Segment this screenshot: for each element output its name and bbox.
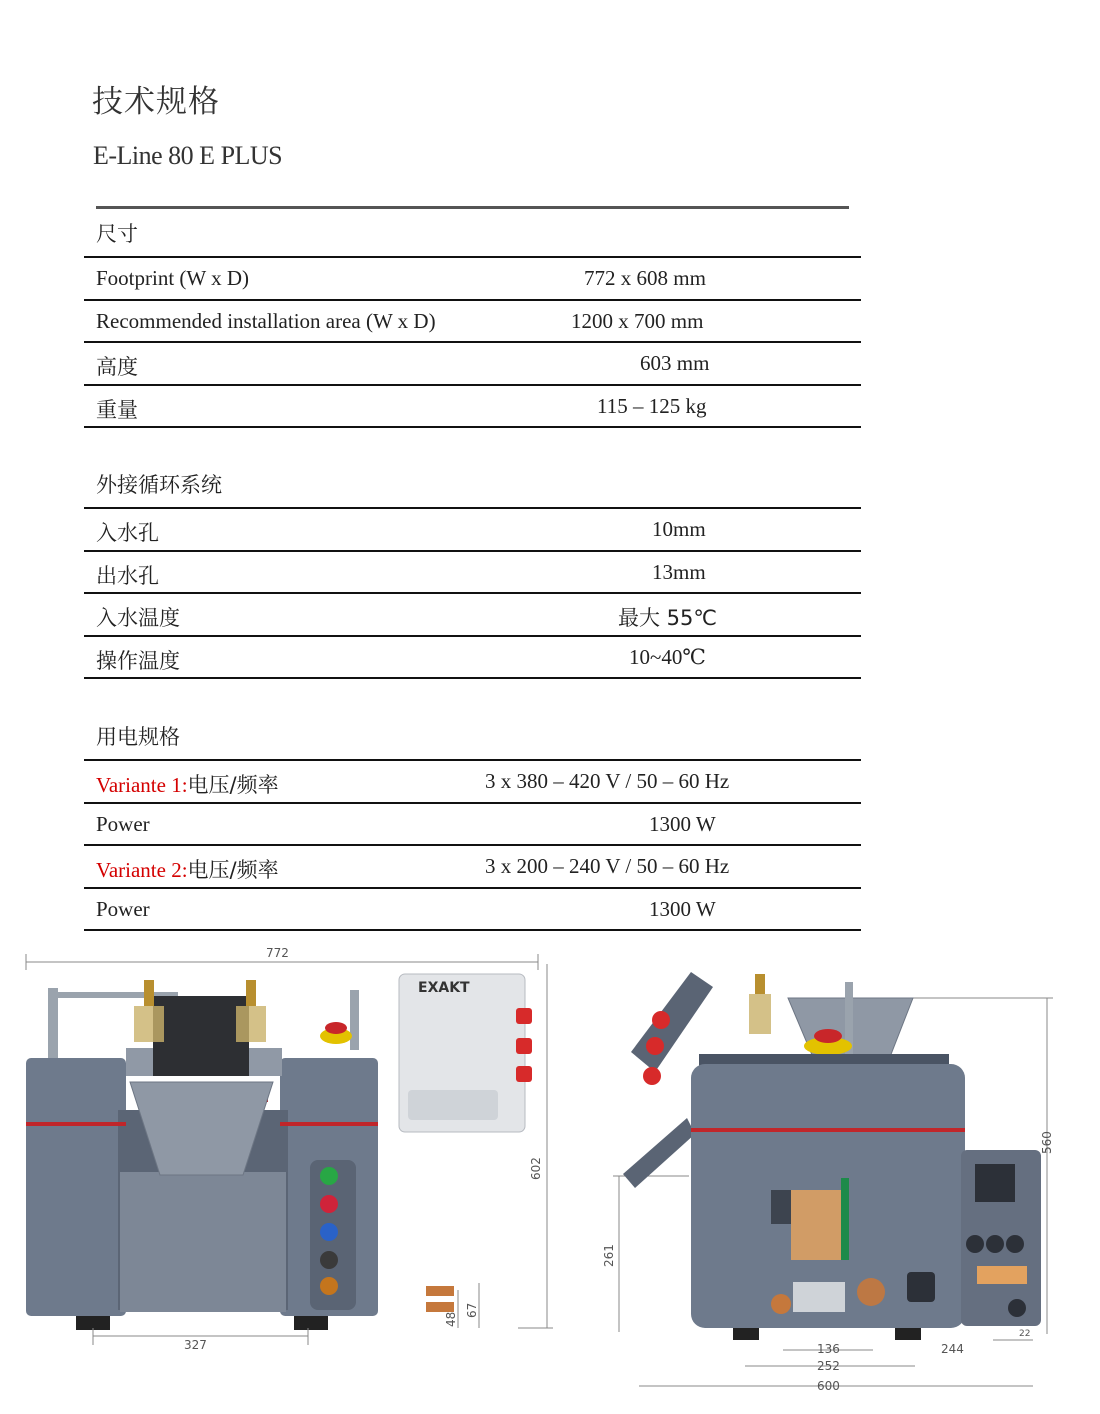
row-value: 10mm [652, 517, 706, 541]
table-row [84, 637, 861, 680]
table-row [84, 552, 861, 595]
dim-560-label: 560 [1040, 1131, 1054, 1154]
dimensions-section [84, 212, 861, 428]
brand-logo: EXAKT [418, 980, 470, 996]
start-green-icon [320, 1167, 338, 1185]
dim-48-label: 48 [444, 1311, 458, 1327]
table-row [84, 301, 861, 344]
table-row [84, 594, 861, 637]
row-label: 重量 [96, 397, 138, 422]
dim-base-label: 327 [184, 1338, 207, 1352]
dim-height-label: 602 [529, 1157, 543, 1180]
dim-136-label: 136 [817, 1342, 840, 1356]
circulation-section [84, 463, 861, 679]
left-housing [26, 1058, 126, 1316]
dim-22-label: 22 [1019, 1329, 1031, 1339]
row-value: 10~40℃ [629, 644, 706, 669]
blue-button-icon [320, 1223, 338, 1241]
top-divider [96, 206, 849, 209]
table-row [84, 509, 861, 552]
table-row [84, 343, 861, 386]
row-label-text: 电压/频率 [187, 858, 279, 882]
row-value: 772 x 608 mm [584, 266, 706, 290]
row-value: 最大 55℃ [618, 606, 717, 630]
row-label [96, 854, 279, 884]
row-label: 高度 [96, 355, 138, 379]
row-label: 操作温度 [96, 648, 180, 673]
row-label: Power [96, 896, 150, 921]
dim-261-label: 261 [602, 1244, 616, 1267]
row-value: 3 x 200 – 240 V / 50 – 60 Hz [485, 854, 730, 878]
table-row [84, 889, 861, 932]
row-value: 1300 W [649, 811, 716, 836]
dim-width-label: 772 [266, 946, 289, 960]
row-label: Recommended installation area (W x D) [96, 308, 436, 333]
row-label: Power [96, 811, 150, 836]
row-value: 115 – 125 kg [597, 393, 707, 418]
row-value: 3 x 380 – 420 V / 50 – 60 Hz [485, 769, 730, 793]
front-view-drawing [18, 940, 563, 1360]
dim-252-label: 252 [817, 1359, 840, 1373]
power-section [84, 715, 861, 931]
row-label: 出水孔 [96, 563, 159, 588]
stop-red-icon [320, 1195, 338, 1213]
row-value: 13mm [652, 559, 706, 584]
row-value: 1200 x 700 mm [571, 308, 704, 333]
table-row [84, 386, 861, 429]
variant-label: Variante 1: [96, 773, 188, 797]
row-label: 入水孔 [96, 521, 159, 545]
page-title: 技术规格 [92, 84, 220, 120]
model-name: E-Line 80 E PLUS [93, 141, 283, 170]
row-label: 入水温度 [96, 606, 180, 630]
table-row [84, 846, 861, 889]
dim-244-label: 244 [941, 1342, 964, 1356]
section-heading: 外接循环系统 [84, 463, 861, 509]
table-row [84, 804, 861, 847]
row-label [96, 769, 279, 799]
dim-67-label: 67 [465, 1302, 479, 1318]
variant-label: Variante 2: [96, 858, 188, 882]
table-row [84, 761, 861, 804]
dim-600-label: 600 [817, 1379, 840, 1393]
section-heading: 尺寸 [84, 212, 861, 258]
section-heading: 用电规格 [84, 715, 861, 761]
side-view-drawing [583, 942, 1058, 1397]
row-label: Footprint (W x D) [96, 266, 250, 290]
row-label-text: 电压/频率 [187, 773, 279, 797]
row-value: 1300 W [649, 896, 716, 921]
row-value: 603 mm [640, 351, 710, 375]
table-row [84, 258, 861, 301]
